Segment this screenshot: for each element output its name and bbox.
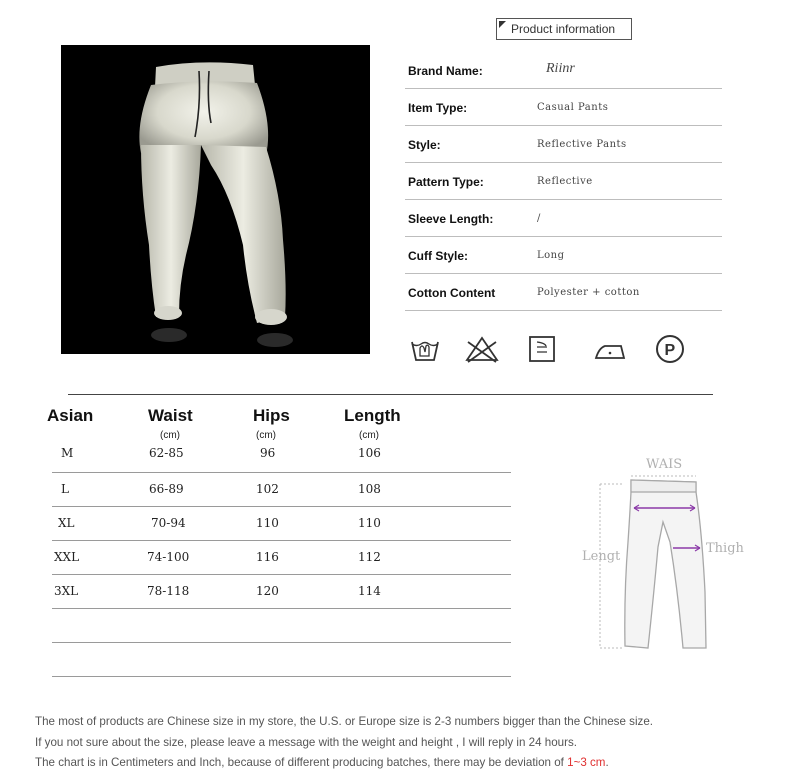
table-cell: 120 [256,584,279,598]
table-cell: XL [58,516,75,530]
spec-row-cotton-content [405,275,722,311]
table-cell: 74-100 [147,550,190,564]
spec-row-cuff-style [405,238,722,274]
table-cell: L [61,482,69,496]
spec-label: Brand Name: [408,64,483,78]
table-cell: 110 [256,516,279,530]
column-unit-waist: (cm) [160,430,180,441]
table-cell: 102 [256,482,279,496]
waist-label: WAIS [646,457,683,472]
table-cell: 106 [358,446,381,460]
table-cell: 70-94 [151,516,186,530]
spec-row-brand [405,53,722,89]
note-text: The chart is in Centimeters and Inch, because of different producing batches, there may be deviation of [35,756,568,769]
table-row [52,609,511,643]
table-cell: M [61,446,74,460]
table-row [52,643,511,677]
table-cell: 96 [260,446,276,460]
spec-row-style [405,127,722,163]
table-cell: 114 [358,584,381,598]
product-information-badge [496,18,632,40]
table-cell: 3XL [54,584,79,598]
table-cell: XXL [54,550,80,564]
spec-value: Casual Pants [537,102,609,113]
table-cell: 108 [358,482,381,496]
svg-text:P: P [664,342,676,359]
table-cell: 112 [358,550,381,564]
size-notes [35,712,775,774]
note-line: If you not sure about the size, please leave a message with the weight and height , I will reply in 24 hours. [35,735,578,749]
column-header-waist: Waist [148,406,193,425]
spec-value: / [537,213,541,224]
note-line: The most of products are Chinese size in my store, the U.S. or Europe size is 2-3 numbers bigger than the Chinese size. [35,715,653,728]
hand-wash-icon [408,332,442,366]
length-label: Lengt [582,549,621,564]
spec-value: Polyester + cotton [537,287,640,298]
table-row [52,439,511,473]
spec-label: Cotton Content [408,286,496,300]
deviation-highlight: 1~3 cm [567,756,606,769]
table-cell: 62-85 [149,446,184,460]
spec-label: Pattern Type: [408,175,484,189]
table-row [52,507,511,541]
spec-value: Riinr [546,61,575,76]
table-cell: 66-89 [149,482,184,496]
corner-mark-icon [499,21,506,28]
spec-label: Style: [408,138,441,152]
dry-clean-p-icon [653,332,687,366]
spec-label: Cuff Style: [408,249,468,263]
column-header-hips: Hips [253,406,290,425]
iron-icon [593,332,627,366]
note-line [35,753,775,774]
table-row [52,473,511,507]
spec-label: Item Type: [408,101,468,115]
table-cell: 78-118 [147,584,190,598]
thigh-label: Thigh [706,541,744,556]
table-row [52,575,511,609]
table-cell: 116 [256,550,279,564]
spec-list [405,53,722,312]
spec-value: Reflective Pants [537,139,627,150]
table-row [52,541,511,575]
pants-illustration [61,45,370,354]
spec-label: Sleeve Length: [408,212,494,226]
column-header-length: Length [344,406,401,425]
column-unit-hips: (cm) [256,430,276,441]
badge-label: Product information [511,22,616,36]
spec-row-pattern-type [405,164,722,200]
section-divider [68,394,713,395]
table-cell: 110 [358,516,381,530]
column-header-asian: Asian [47,406,94,425]
no-bleach-icon [465,332,499,366]
care-icons [405,332,705,366]
spec-row-sleeve-length [405,201,722,237]
note-text: . [605,756,609,769]
measurement-diagram [578,452,758,657]
spec-value: Long [537,250,565,261]
spec-row-item-type [405,90,722,126]
tumble-dry-icon [525,332,559,366]
spec-value: Reflective [537,176,593,187]
column-unit-length: (cm) [359,430,379,441]
product-photo [61,45,370,354]
